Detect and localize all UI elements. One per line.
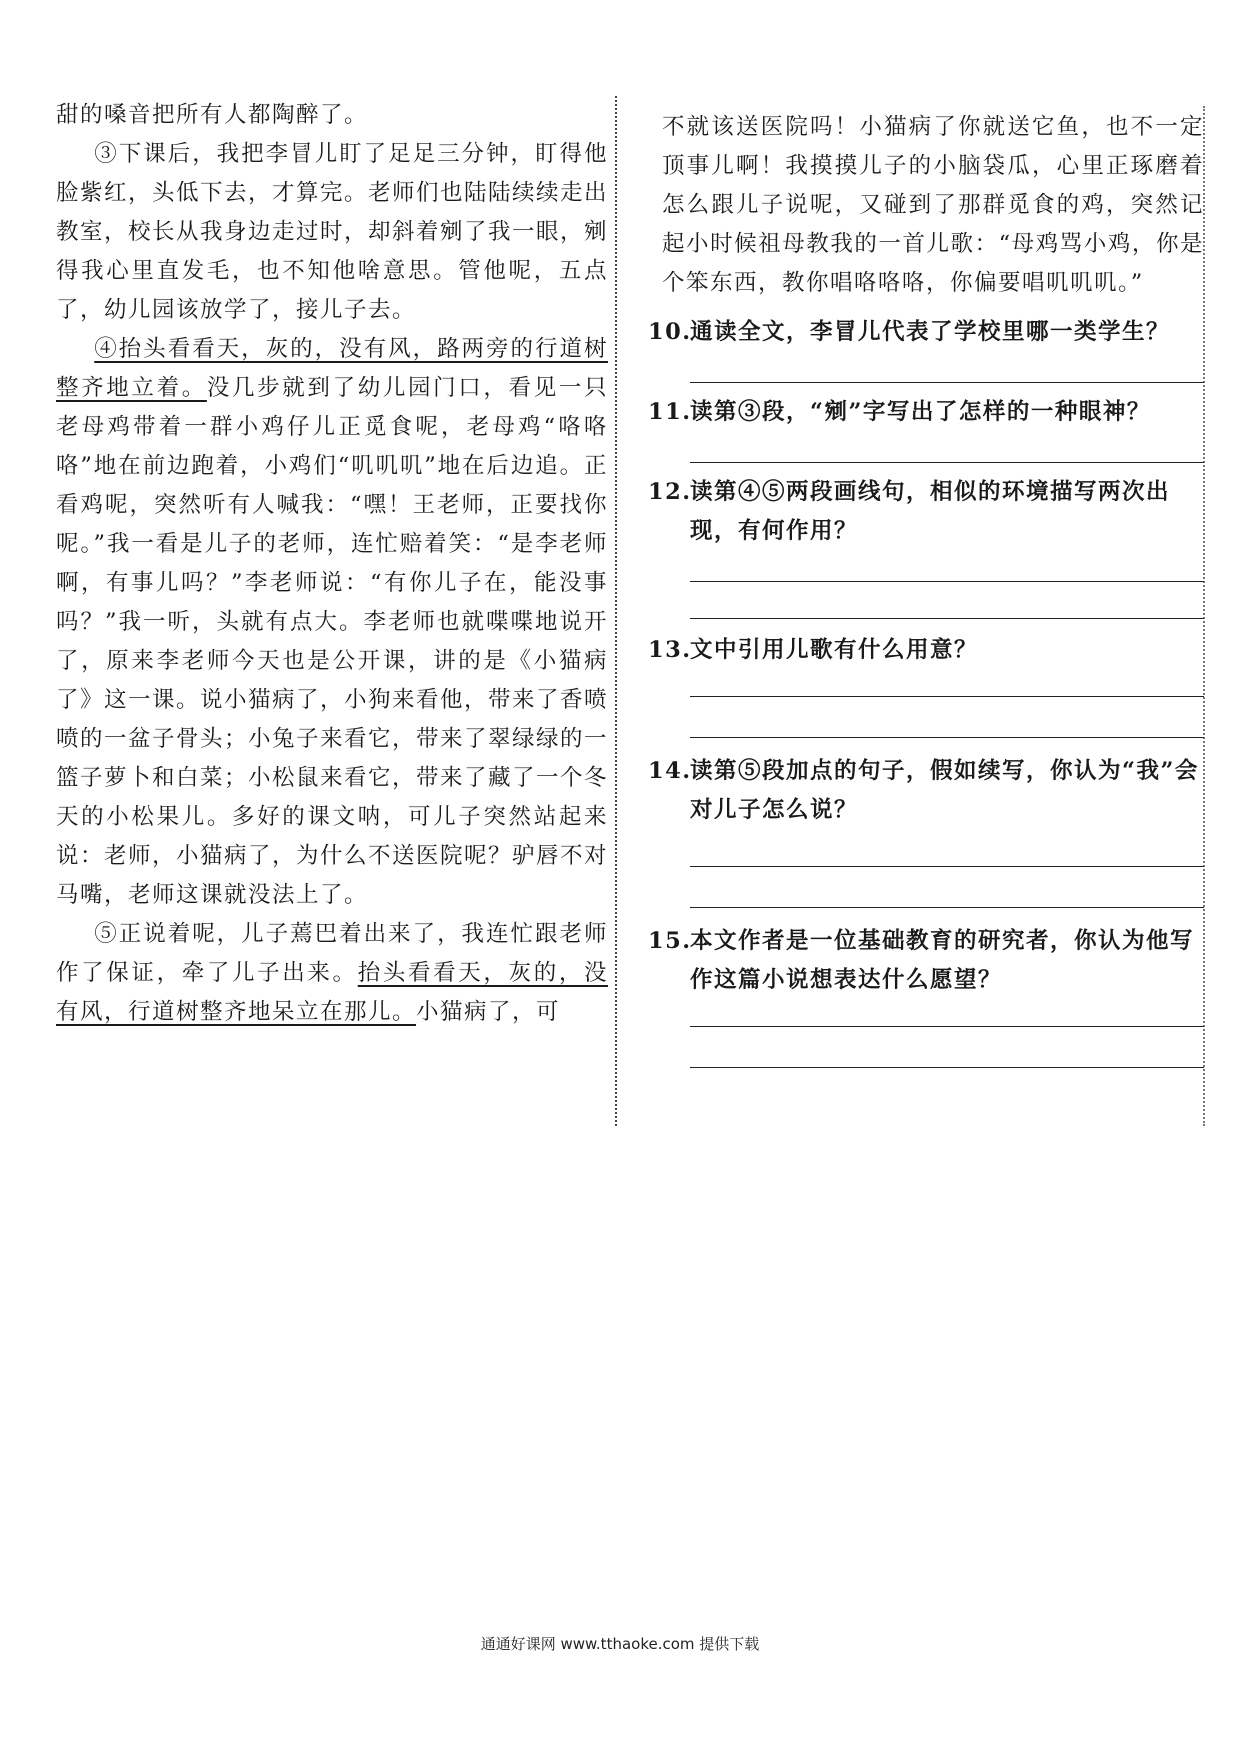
paragraph-5-start: ⑤正说着呢，儿子蔫巴着出来了，我连忙跟老师作了保证，牵了儿子出来。 xyxy=(56,921,608,986)
question-10 xyxy=(648,313,1204,352)
question-13 xyxy=(648,631,1204,670)
question-number: 10. xyxy=(648,319,692,345)
question-text: 本文作者是一位基础教育的研究者，你认为他写作这篇小说想表达什么愿望？ xyxy=(690,928,1195,993)
underlined-sentence-1: ④抬头看看天，灰的，没有风，路两旁的行道树整齐地立着。 xyxy=(56,336,608,401)
answer-line[interactable] xyxy=(690,1027,1204,1068)
passage-paragraph-1: 甜的嗓音把所有人都陶醉了。 xyxy=(56,102,369,128)
underlined-sentence-2: 抬头看看天，灰的，没有风，行道树整齐地呆立在那儿。 xyxy=(56,960,608,1025)
question-text: 读第⑤段加点的句子，假如续写，你认为“我”会对儿子怎么说？ xyxy=(690,758,1199,823)
answer-line[interactable] xyxy=(690,432,1204,463)
passage-paragraph-4 xyxy=(56,330,608,915)
answer-line[interactable] xyxy=(690,830,1204,867)
question-number: 12. xyxy=(648,479,692,505)
column-divider xyxy=(615,96,617,1126)
paragraph-5-end: 小猫病了，可 xyxy=(416,999,561,1025)
question-text: 读第③段，“剜”字写出了怎样的一种眼神？ xyxy=(690,399,1151,425)
question-15 xyxy=(648,922,1204,1000)
question-number: 11. xyxy=(648,399,692,425)
question-number: 15. xyxy=(648,928,692,954)
question-text: 读第④⑤两段画线句，相似的环境描写两次出现，有何作用？ xyxy=(690,479,1171,544)
question-number: 13. xyxy=(648,637,692,663)
answer-line[interactable] xyxy=(690,697,1204,738)
passage-continuation: 不就该送医院吗！小猫病了你就送它鱼，也不一定顶事儿啊！我摸摸儿子的小脑袋瓜，心里正琢磨着怎么跟儿子说呢，又碰到了那群觅食的鸡，突然记起小时候祖母教我的一首儿歌：“母鸡骂小鸡，你是个笨东西，教你唱咯咯咯，你偏要唱叽叽叽。” xyxy=(662,114,1204,296)
answer-line[interactable] xyxy=(690,670,1204,697)
question-11 xyxy=(648,393,1204,432)
answer-line[interactable] xyxy=(690,582,1204,619)
passage-paragraph-3: ③下课后，我把李冒儿盯了足足三分钟，盯得他脸紫红，头低下去，才算完。老师们也陆陆续续走出教室，校长从我身边走过时，却斜着剜了我一眼，剜得我心里直发毛，也不知他啥意思。管他呢，五点了，幼儿园该放学了，接儿子去。 xyxy=(56,141,609,323)
question-number: 14. xyxy=(648,758,692,784)
paragraph-4-body: 没几步就到了幼儿园门口，看见一只老母鸡带着一群小鸡仔儿正觅食呢，老母鸡“咯咯咯”地在前边跑着，小鸡们“叽叽叽”地在后边追。正看鸡呢，突然听有人喊我：“嘿！王老师，正要找你呢。”我一看是儿子的老师，连忙赔着笑：“是李老师啊，有事儿吗？”李老师说：“有你儿子在，能没事吗？”我一听，头就有点大。李老师也就喋喋地说开了，原来李老师今天也是公开课，讲的是《小猫病了》这一课。说小猫病了，小狗来看他，带来了香喷喷的一盆子骨头；小兔子来看它，带来了翠绿绿的一篮子萝卜和白菜；小松鼠来看它，带来了藏了一个冬天的小松果儿。多好的课文呐，可儿子突然站起来说：老师，小猫病了，为什么不送医院呢？驴唇不对马嘴，老师这课就没法上了。 xyxy=(56,375,609,908)
question-14 xyxy=(648,752,1204,830)
question-12 xyxy=(648,473,1204,551)
passage-column xyxy=(56,96,608,1032)
questions-column xyxy=(648,108,1204,1068)
answer-line[interactable] xyxy=(690,867,1204,908)
answer-line[interactable] xyxy=(690,551,1204,582)
question-text: 通读全文，李冒儿代表了学校里哪一类学生？ xyxy=(690,319,1171,345)
answer-line[interactable] xyxy=(690,352,1204,383)
question-text: 文中引用儿歌有什么用意？ xyxy=(690,637,979,663)
footer-credit: 通通好课网 www.tthaoke.com 提供下载 xyxy=(480,1635,760,1653)
answer-line[interactable] xyxy=(690,1000,1204,1027)
passage-paragraph-5 xyxy=(56,915,608,1032)
